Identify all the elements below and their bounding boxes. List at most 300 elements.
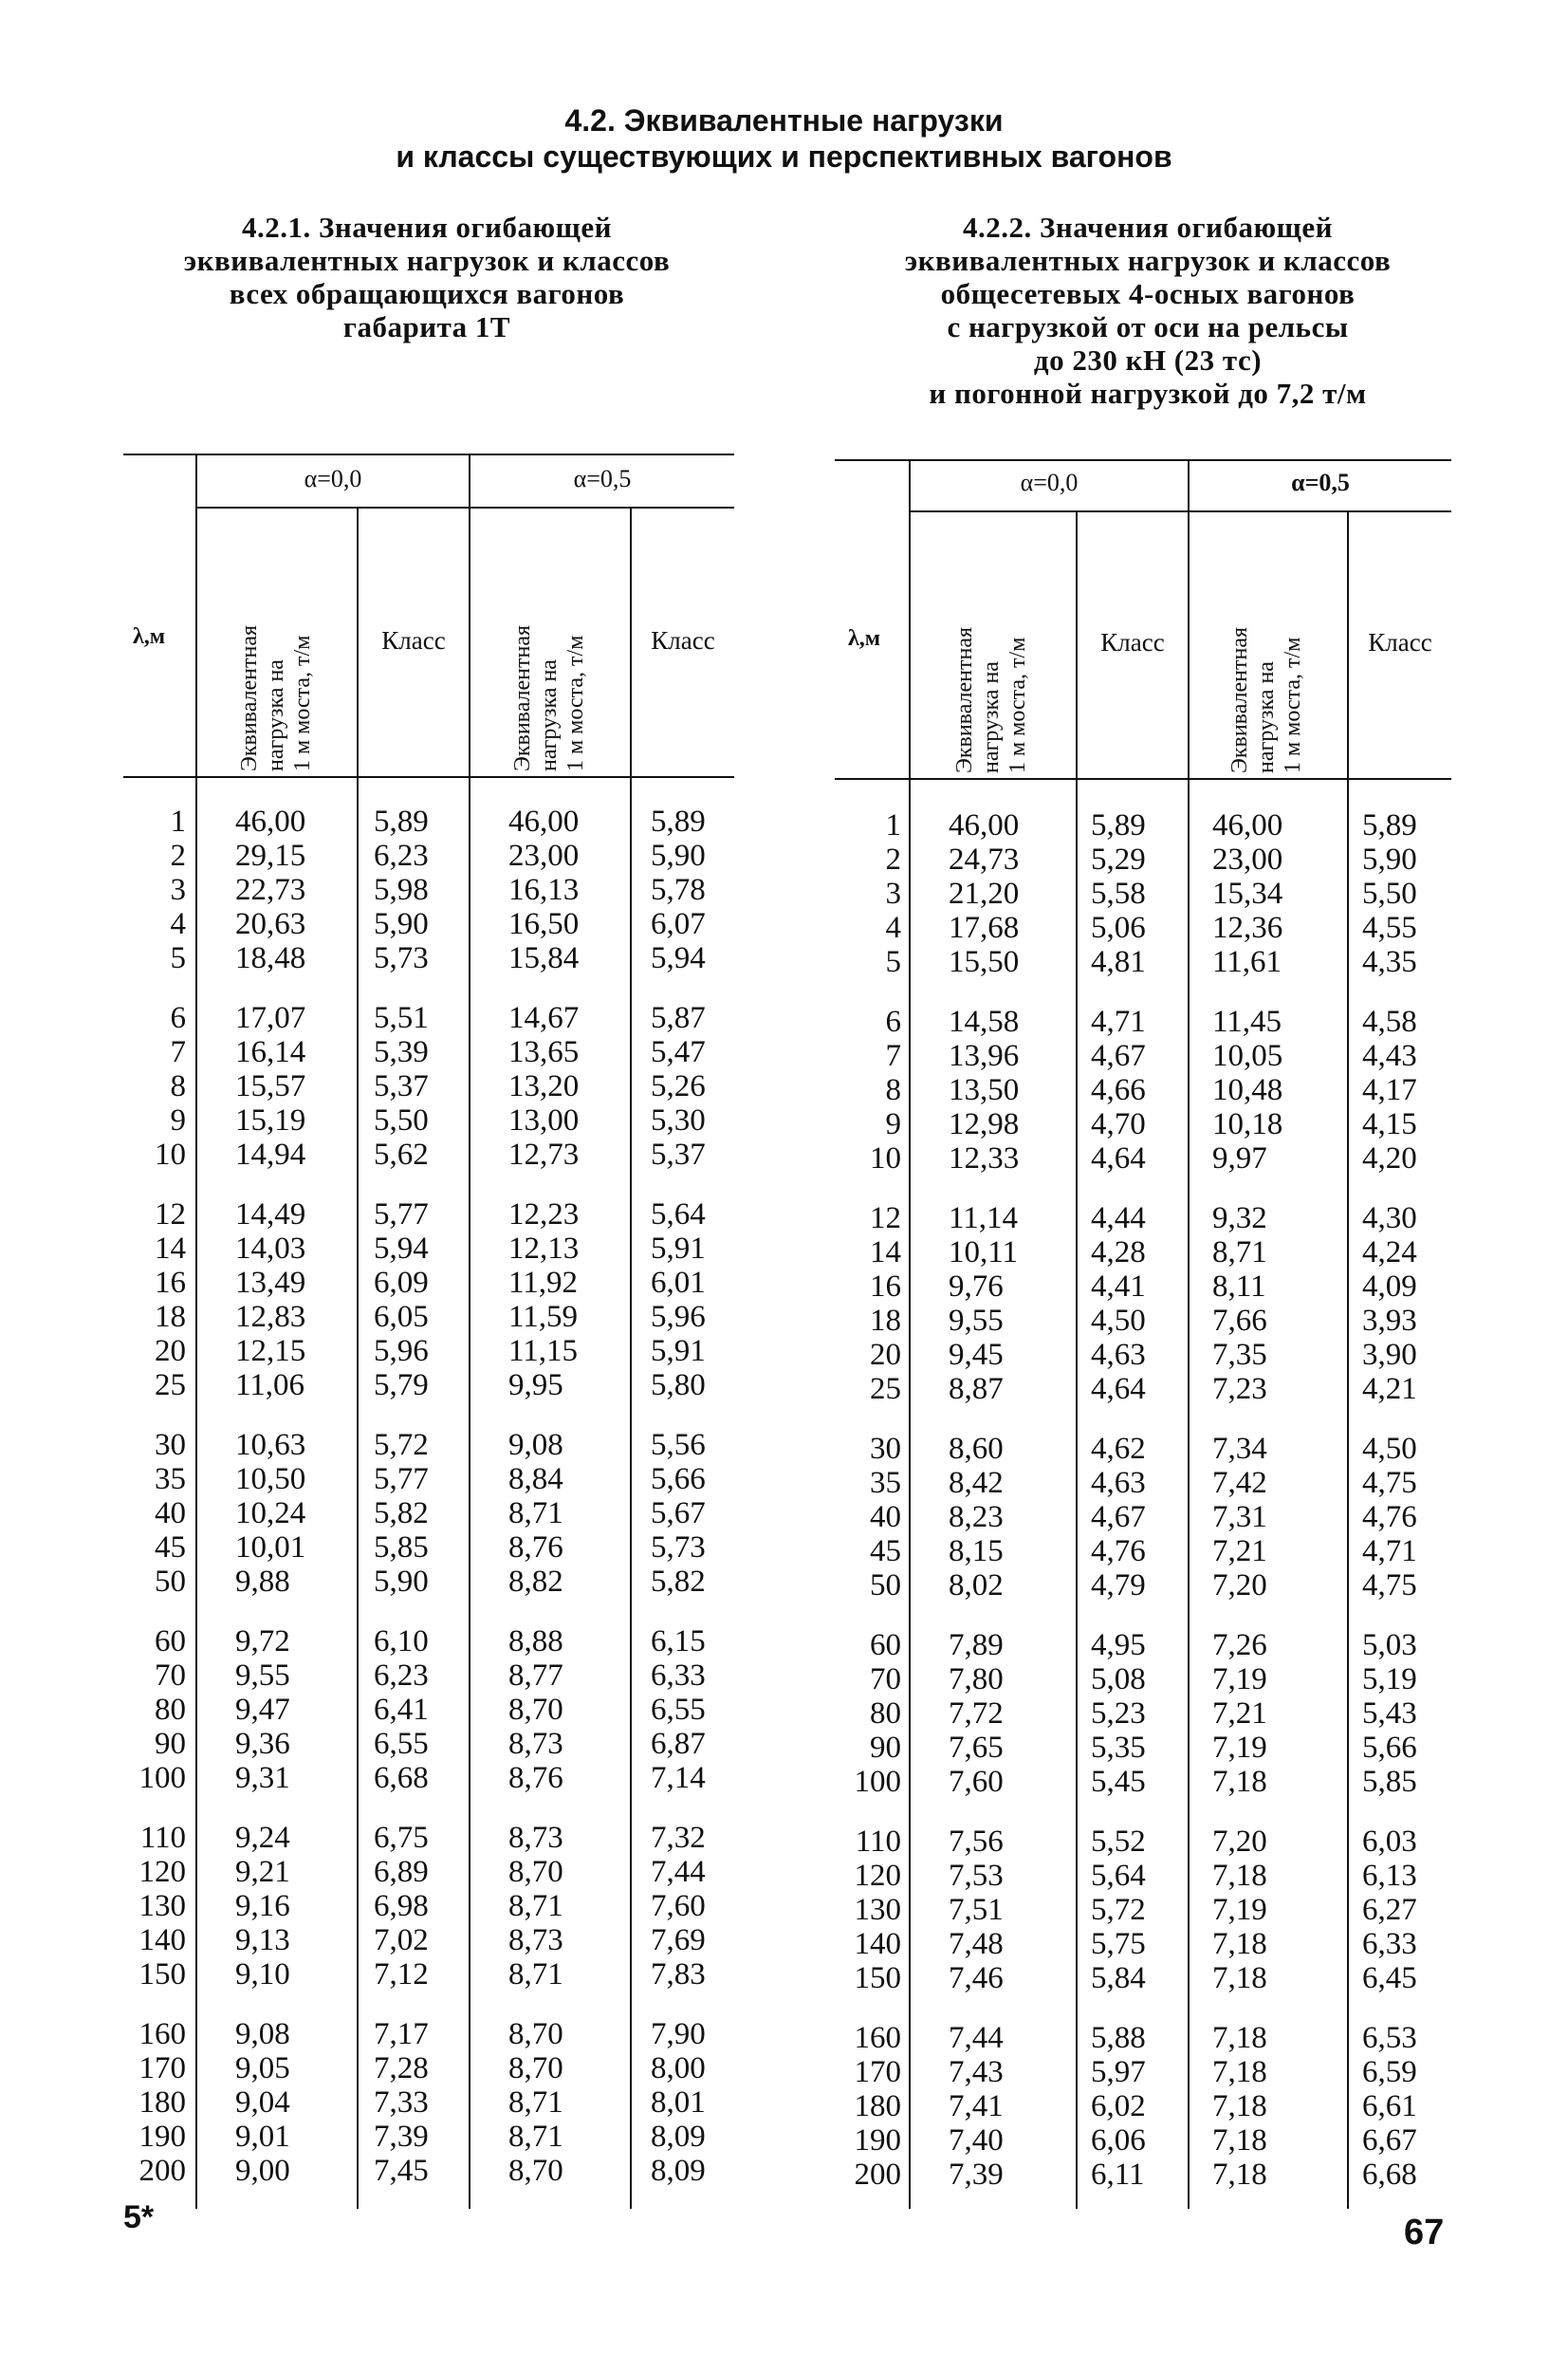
lambda-header: λ,м [133, 624, 166, 649]
table-cell: 4,58 [1362, 1005, 1417, 1039]
table-cell: 9,32 [1212, 1201, 1267, 1235]
table-cell: 6,06 [1091, 2123, 1146, 2158]
table-cell: 4,55 [1362, 911, 1417, 945]
table-cell: 4,71 [1091, 1005, 1146, 1039]
table-cell: 13,65 [508, 1035, 580, 1069]
table-cell: 4,67 [1091, 1500, 1146, 1534]
table-cell: 7 [885, 1039, 901, 1073]
table-cell: 5,29 [1091, 843, 1146, 877]
table-cell: 5,47 [651, 1035, 706, 1069]
table-cell: 5,96 [651, 1300, 706, 1334]
group-gap [651, 1795, 734, 1821]
table-cell: 8,09 [651, 2120, 706, 2154]
heading-line: до 230 кН (23 тс) [1033, 343, 1263, 377]
table-cell: 6,55 [374, 1727, 429, 1761]
table-cell: 5,90 [1362, 843, 1417, 877]
table-cell: 9,01 [235, 2120, 290, 2154]
table-cell: 7,21 [1212, 1534, 1267, 1568]
group-gap [235, 1992, 349, 2017]
table-cell: 13,00 [508, 1103, 580, 1138]
class-header: Класс [1100, 628, 1165, 657]
table-cell: 7,43 [949, 2055, 1004, 2089]
table-cell: 6,13 [1362, 1859, 1417, 1893]
table-cell: 14 [870, 1235, 901, 1269]
table-cell: 7,19 [1212, 1731, 1267, 1765]
table-cell: 5,96 [374, 1334, 429, 1368]
table-cell: 9,10 [235, 1957, 290, 1992]
table-cell: 4,64 [1091, 1141, 1146, 1176]
group-gap [1091, 1799, 1186, 1825]
table-cell: 11,45 [1212, 1005, 1282, 1039]
lambda-column [123, 805, 186, 2188]
table-cell: 5 [885, 945, 901, 979]
heading-line: эквивалентных нагрузок и классов [904, 244, 1392, 277]
table-cell: 7,44 [651, 1855, 706, 1889]
left-table [123, 454, 734, 2209]
table-cell: 9,95 [508, 1368, 563, 1402]
table-cell: 110 [139, 1821, 186, 1855]
table-cell: 80 [870, 1696, 901, 1731]
table-cell: 7,44 [949, 2021, 1004, 2055]
table-cell: 6,07 [651, 907, 706, 941]
group-gap [374, 1992, 465, 2017]
group-gap [1362, 1176, 1451, 1201]
table-cell: 7,35 [1212, 1338, 1267, 1372]
load-alpha0-column [235, 805, 349, 2188]
left-table-heading [123, 211, 730, 343]
table-cell: 5,82 [374, 1496, 429, 1530]
table-cell: 6,27 [1362, 1893, 1417, 1927]
table-cell: 9,00 [235, 2154, 290, 2188]
table-cell: 180 [854, 2089, 901, 2123]
group-gap [651, 975, 734, 1001]
table-cell: 8,73 [508, 1923, 563, 1957]
table-cell: 6,05 [374, 1300, 429, 1334]
load-header [930, 517, 1053, 773]
table-cell: 5,45 [1091, 1765, 1146, 1799]
table-cell: 4,71 [1362, 1534, 1417, 1568]
table-cell: 100 [854, 1765, 901, 1799]
table-cell: 12,36 [1212, 911, 1283, 945]
table-cell: 16 [870, 1269, 901, 1304]
table-cell: 4,15 [1362, 1107, 1417, 1141]
table-cell: 30 [155, 1428, 186, 1462]
table-cell: 5,66 [1362, 1731, 1417, 1765]
right-table-heading [816, 211, 1480, 410]
table-cell: 7 [170, 1035, 186, 1069]
table-cell: 7,39 [374, 2120, 429, 2154]
table-cell: 7,40 [949, 2123, 1004, 2158]
right-table [835, 454, 1451, 2209]
table-cell: 70 [155, 1658, 186, 1693]
table-cell: 10,11 [949, 1235, 1019, 1269]
table-cell: 6,98 [374, 1889, 429, 1923]
table-cell: 35 [870, 1466, 901, 1500]
table-cell: 10 [155, 1138, 186, 1172]
table-cell: 80 [155, 1693, 186, 1727]
table-cell: 8,70 [508, 1855, 563, 1889]
table-cell: 4,35 [1362, 945, 1417, 979]
table-cell: 12,83 [235, 1300, 306, 1334]
group-gap [508, 975, 626, 1001]
table-cell: 8,87 [949, 1372, 1004, 1406]
table-cell: 5,82 [651, 1565, 706, 1599]
group-gap [1212, 1799, 1343, 1825]
table-cell: 10,18 [1212, 1107, 1283, 1141]
table-cell: 5,56 [651, 1428, 706, 1462]
table-cell: 15,34 [1212, 877, 1283, 911]
group-gap [123, 1402, 186, 1428]
table-cell: 1 [885, 808, 901, 843]
table-cell: 8,11 [1212, 1269, 1266, 1304]
table-cell: 14,49 [235, 1197, 306, 1232]
table-cell: 10,63 [235, 1428, 306, 1462]
table-cell: 5,58 [1091, 877, 1146, 911]
load-header [1205, 517, 1328, 773]
table-cell: 4,17 [1362, 1073, 1417, 1107]
group-gap [651, 1402, 734, 1428]
table-cell: 9,47 [235, 1693, 290, 1727]
table-cell: 5,78 [651, 873, 706, 907]
table-cell: 9,97 [1212, 1141, 1267, 1176]
table-cell: 14,58 [949, 1005, 1020, 1039]
load-header-line: Эквивалентная [1227, 626, 1252, 773]
group-gap [1362, 1799, 1451, 1825]
table-cell: 9 [885, 1107, 901, 1141]
table-cell: 6,68 [374, 1761, 429, 1795]
table-cell: 9,36 [235, 1727, 290, 1761]
group-gap [123, 975, 186, 1001]
table-cell: 16,50 [508, 907, 580, 941]
table-cell: 17,68 [949, 911, 1020, 945]
table-cell: 7,32 [651, 1821, 706, 1855]
table-cell: 6,15 [651, 1624, 706, 1658]
table-cell: 7,45 [374, 2154, 429, 2188]
table-cell: 8,71 [508, 2120, 563, 2154]
table-cell: 160 [138, 2017, 186, 2051]
table-cell: 7,89 [949, 1628, 1004, 1662]
table-cell: 5,89 [651, 805, 706, 839]
table-cell: 9,04 [235, 2085, 290, 2120]
table-cell: 10,50 [235, 1462, 306, 1496]
table-cell: 7,31 [1212, 1500, 1267, 1534]
table-cell: 5,77 [374, 1462, 429, 1496]
table-cell: 7,26 [1212, 1628, 1267, 1662]
table-cell: 4,41 [1091, 1269, 1146, 1304]
group-gap [1091, 979, 1186, 1005]
table-cell: 7,18 [1212, 2021, 1267, 2055]
table-cell: 11,15 [508, 1334, 579, 1368]
table-cell: 5,91 [651, 1232, 706, 1266]
table-cell: 5,35 [1091, 1731, 1146, 1765]
table-cell: 7,66 [1212, 1304, 1267, 1338]
table-cell: 5,77 [374, 1197, 429, 1232]
table-rule [909, 510, 1451, 512]
table-cell: 11,92 [508, 1266, 579, 1300]
table-cell: 4,50 [1091, 1304, 1146, 1338]
class-alpha5-column [651, 805, 734, 2188]
table-cell: 4 [170, 907, 186, 941]
table-cell: 8 [885, 1073, 901, 1107]
group-gap [1212, 1176, 1343, 1201]
table-cell: 5,90 [651, 839, 706, 873]
table-cell: 50 [155, 1565, 186, 1599]
table-cell: 4,09 [1362, 1269, 1417, 1304]
heading-line: с нагрузкой от оси на рельсы [947, 310, 1349, 343]
page-title-line1: 4.2. Эквивалентные нагрузки [564, 103, 1004, 138]
table-cell: 5,37 [651, 1138, 706, 1172]
table-cell: 10,01 [235, 1530, 306, 1565]
table-cell: 7,18 [1212, 2158, 1267, 2192]
heading-line: 4.2.2. Значения огибающей [963, 211, 1333, 244]
table-cell: 12,23 [508, 1197, 580, 1232]
group-gap [123, 1172, 186, 1197]
group-gap [1362, 979, 1451, 1005]
table-cell: 23,00 [508, 839, 580, 873]
table-cell: 120 [854, 1859, 901, 1893]
table-cell: 11,14 [949, 1201, 1019, 1235]
table-cell: 8,73 [508, 1727, 563, 1761]
table-cell: 6,59 [1362, 2055, 1417, 2089]
table-cell: 7,69 [651, 1923, 706, 1957]
table-cell: 7,42 [1212, 1466, 1267, 1500]
table-cell: 13,20 [508, 1069, 580, 1103]
group-gap [1362, 1406, 1451, 1432]
table-cell: 6,67 [1362, 2123, 1417, 2158]
table-cell: 20,63 [235, 907, 306, 941]
group-gap [123, 1992, 186, 2017]
table-cell: 45 [155, 1530, 186, 1565]
table-cell: 140 [854, 1927, 901, 1961]
table-cell: 5,85 [374, 1530, 429, 1565]
table-cell: 6,23 [374, 1658, 429, 1693]
table-cell: 10,48 [1212, 1073, 1283, 1107]
table-cell: 9,13 [235, 1923, 290, 1957]
table-cell: 21,20 [949, 877, 1020, 911]
table-cell: 29,15 [235, 839, 306, 873]
table-cell: 5,97 [1091, 2055, 1146, 2089]
class-alpha5-column [1362, 808, 1451, 2192]
table-cell: 25 [155, 1368, 186, 1402]
table-cell: 4,64 [1091, 1372, 1146, 1406]
group-gap [508, 1172, 626, 1197]
table-cell: 8,71 [508, 1889, 563, 1923]
table-cell: 5,88 [1091, 2021, 1146, 2055]
table-cell: 10,24 [235, 1496, 306, 1530]
table-cell: 5,72 [374, 1428, 429, 1462]
table-cell: 8 [170, 1069, 186, 1103]
table-cell: 7,83 [651, 1957, 706, 1992]
table-cell: 190 [854, 2123, 901, 2158]
table-cell: 6 [885, 1005, 901, 1039]
table-cell: 7,19 [1212, 1893, 1267, 1927]
table-cell: 14,94 [235, 1138, 306, 1172]
group-gap [835, 1603, 901, 1628]
table-cell: 6,10 [374, 1624, 429, 1658]
group-gap [508, 1795, 626, 1821]
table-cell: 4,67 [1091, 1039, 1146, 1073]
table-cell: 90 [155, 1727, 186, 1761]
page-title [0, 102, 1568, 175]
left-table-body [123, 805, 734, 2199]
table-cell: 5,39 [374, 1035, 429, 1069]
table-cell: 5,06 [1091, 911, 1146, 945]
table-cell: 8,23 [949, 1500, 1004, 1534]
table-cell: 5,73 [651, 1530, 706, 1565]
table-cell: 15,50 [949, 945, 1020, 979]
alpha-5-header: α=0,5 [1291, 469, 1350, 496]
table-cell: 8,71 [508, 2085, 563, 2120]
table-cell: 5,50 [1362, 877, 1417, 911]
table-cell: 60 [155, 1624, 186, 1658]
group-gap [949, 1603, 1070, 1628]
table-cell: 7,34 [1212, 1432, 1267, 1466]
table-cell: 8,70 [508, 1693, 563, 1727]
group-gap [374, 1599, 465, 1624]
table-cell: 170 [854, 2055, 901, 2089]
table-cell: 22,73 [235, 873, 306, 907]
table-cell: 6,75 [374, 1821, 429, 1855]
heading-line: общесетевых 4-осных вагонов [940, 277, 1356, 310]
group-gap [508, 1599, 626, 1624]
group-gap [1091, 1603, 1186, 1628]
alpha-5-header: α=0,5 [573, 465, 632, 492]
table-cell: 12,15 [235, 1334, 306, 1368]
table-cell: 12 [155, 1197, 186, 1232]
class-header: Класс [381, 626, 446, 655]
table-cell: 4,66 [1091, 1073, 1146, 1107]
table-cell: 12,13 [508, 1232, 580, 1266]
table-cell: 46,00 [1212, 808, 1283, 843]
table-cell: 11,61 [1212, 945, 1282, 979]
load-header [488, 515, 611, 771]
table-cell: 7,18 [1212, 2089, 1267, 2123]
table-cell: 35 [155, 1462, 186, 1496]
table-cell: 5,94 [374, 1232, 429, 1266]
table-cell: 7,14 [651, 1761, 706, 1795]
table-cell: 5,73 [374, 941, 429, 975]
table-cell: 7,28 [374, 2051, 429, 2085]
table-cell: 6,45 [1362, 1961, 1417, 1995]
table-cell: 40 [870, 1500, 901, 1534]
table-cell: 5,19 [1362, 1662, 1417, 1696]
table-cell: 90 [870, 1731, 901, 1765]
table-cell: 6,41 [374, 1693, 429, 1727]
table-cell: 5,89 [374, 805, 429, 839]
table-cell: 3,93 [1362, 1304, 1417, 1338]
table-cell: 5,43 [1362, 1696, 1417, 1731]
table-cell: 6,33 [651, 1658, 706, 1693]
class-alpha0-column [374, 805, 465, 2188]
class-alpha0-column [1091, 808, 1186, 2192]
lambda-header: λ,м [848, 626, 881, 651]
load-header-line: Эквивалентная [237, 624, 262, 771]
group-gap [235, 1402, 349, 1428]
table-cell: 4 [885, 911, 901, 945]
table-cell: 16,14 [235, 1035, 306, 1069]
group-gap [1362, 1603, 1451, 1628]
table-cell: 7,53 [949, 1859, 1004, 1893]
table-cell: 8,00 [651, 2051, 706, 2085]
table-cell: 12,33 [949, 1141, 1020, 1176]
table-cell: 40 [155, 1496, 186, 1530]
group-gap [835, 1995, 901, 2021]
table-cell: 150 [138, 1957, 186, 1992]
group-gap [235, 1599, 349, 1624]
table-cell: 5,85 [1362, 1765, 1417, 1799]
table-cell: 7,80 [949, 1662, 1004, 1696]
right-table-body [835, 808, 1451, 2203]
group-gap [123, 1599, 186, 1624]
group-gap [949, 1176, 1070, 1201]
page-number: 67 [1404, 2213, 1445, 2252]
group-gap [1212, 979, 1343, 1005]
table-cell: 4,28 [1091, 1235, 1146, 1269]
table-cell: 6,03 [1362, 1825, 1417, 1859]
group-gap [1091, 1995, 1186, 2021]
table-cell: 18 [155, 1300, 186, 1334]
table-cell: 5,98 [374, 873, 429, 907]
group-gap [651, 1992, 734, 2017]
table-rule [835, 778, 1451, 780]
table-cell: 1 [170, 805, 186, 839]
table-cell: 7,46 [949, 1961, 1004, 1995]
group-gap [1212, 1603, 1343, 1628]
table-cell: 10,05 [1212, 1039, 1283, 1073]
table-cell: 10 [870, 1141, 901, 1176]
group-gap [123, 1795, 186, 1821]
table-cell: 5,23 [1091, 1696, 1146, 1731]
table-cell: 4,43 [1362, 1039, 1417, 1073]
table-cell: 100 [138, 1761, 186, 1795]
table-cell: 5,26 [651, 1069, 706, 1103]
table-cell: 180 [138, 2085, 186, 2120]
table-cell: 130 [138, 1889, 186, 1923]
heading-line: и погонной нагрузкой до 7,2 т/м [929, 377, 1367, 410]
table-cell: 18,48 [235, 941, 306, 975]
group-gap [1212, 1995, 1343, 2021]
table-cell: 7,65 [949, 1731, 1004, 1765]
table-cell: 5,89 [1362, 808, 1417, 843]
table-cell: 7,21 [1212, 1696, 1267, 1731]
group-gap [1212, 1406, 1343, 1432]
table-cell: 9,16 [235, 1889, 290, 1923]
group-gap [949, 979, 1070, 1005]
table-cell: 2 [885, 843, 901, 877]
table-cell: 14 [155, 1232, 186, 1266]
table-cell: 9,08 [508, 1428, 563, 1462]
table-cell: 8,76 [508, 1761, 563, 1795]
table-cell: 9,08 [235, 2017, 290, 2051]
load-header-line: 1 м моста, т/м [1281, 637, 1305, 773]
table-cell: 16,13 [508, 873, 580, 907]
table-cell: 4,81 [1091, 945, 1146, 979]
heading-line: эквивалентных нагрузок и классов [183, 244, 671, 277]
group-gap [651, 1172, 734, 1197]
table-cell: 13,50 [949, 1073, 1020, 1107]
table-cell: 6,09 [374, 1266, 429, 1300]
table-cell: 4,63 [1091, 1466, 1146, 1500]
table-cell: 13,49 [235, 1266, 306, 1300]
table-cell: 5,75 [1091, 1927, 1146, 1961]
table-cell: 4,76 [1091, 1534, 1146, 1568]
table-cell: 9,76 [949, 1269, 1004, 1304]
table-cell: 24,73 [949, 843, 1020, 877]
table-cell: 7,02 [374, 1923, 429, 1957]
group-gap [949, 1995, 1070, 2021]
group-gap [374, 1795, 465, 1821]
group-gap [835, 1799, 901, 1825]
